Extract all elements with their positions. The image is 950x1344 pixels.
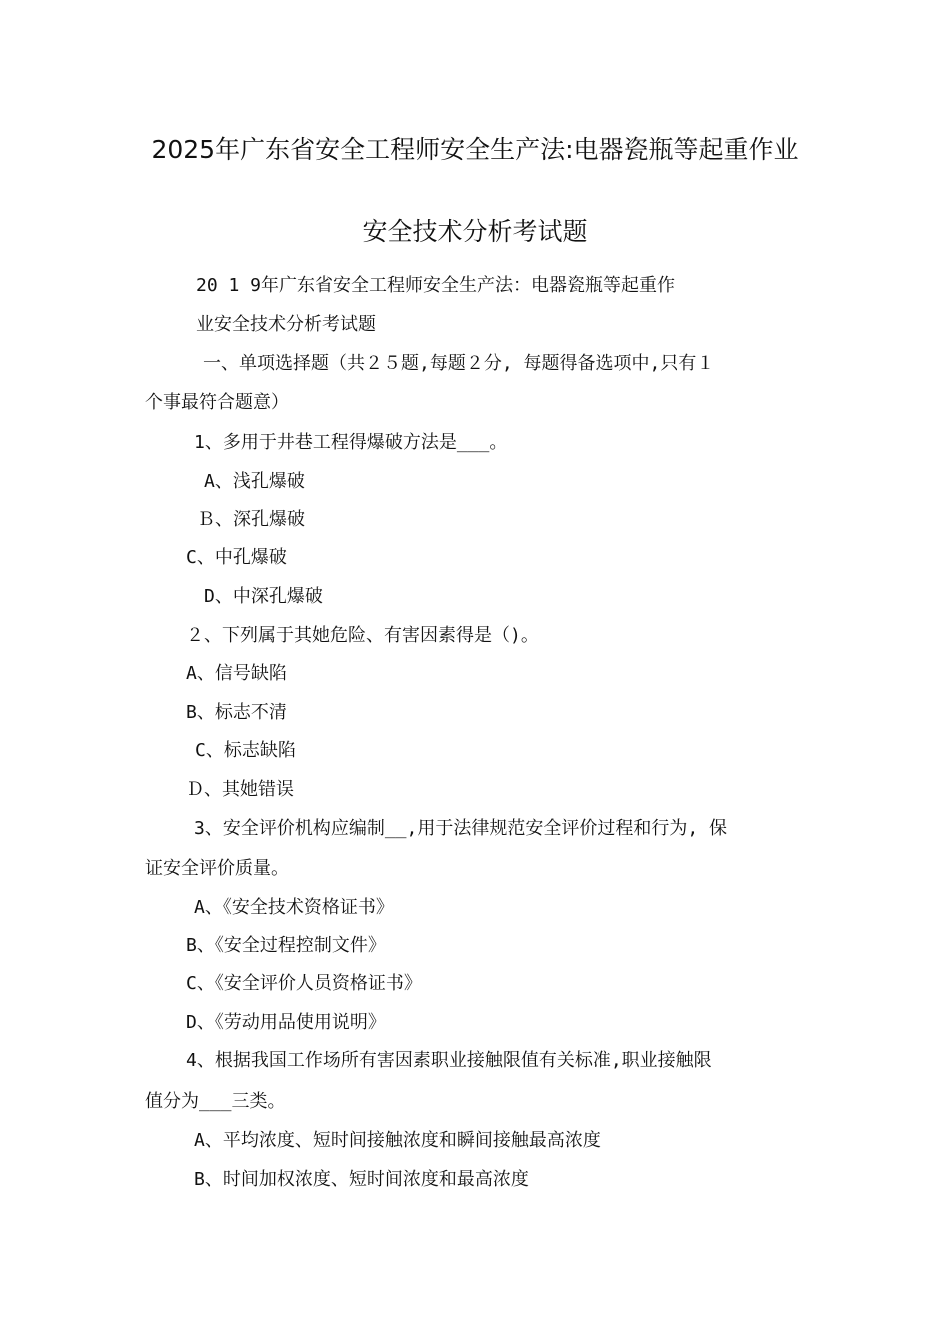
- question-1-option-b: Ｂ、深孔爆破: [197, 509, 305, 530]
- question-3-option-b: B、《安全过程控制文件》: [186, 935, 386, 956]
- question-3-option-a: A、《安全技术资格证书》: [194, 897, 394, 918]
- document-title-line-2: 安全技术分析考试题: [362, 217, 588, 246]
- question-2-option-d: Ｄ、其她错误: [186, 779, 294, 800]
- question-1-option-c: C、中孔爆破: [186, 547, 287, 568]
- question-3-stem-line-2: 证安全评价质量。: [145, 858, 289, 879]
- question-1-option-a: A、浅孔爆破: [204, 471, 305, 492]
- question-4-option-a: A、平均浓度、短时间接触浓度和瞬间接触最高浓度: [194, 1130, 601, 1151]
- section-intro-line-2: 个事最符合题意）: [145, 392, 289, 413]
- question-4-option-b: B、时间加权浓度、短时间浓度和最高浓度: [194, 1169, 529, 1190]
- question-1-stem: 1、多用于井巷工程得爆破方法是___。: [194, 432, 508, 453]
- question-4-stem-line-2: 值分为___三类。: [145, 1091, 286, 1112]
- question-3-stem-line-1: 3、安全评价机构应编制__,用于法律规范安全评价过程和行为, 保: [194, 818, 728, 839]
- question-1-option-d: D、中深孔爆破: [204, 586, 323, 607]
- document-title-line-1: 2025年广东省安全工程师安全生产法:电器瓷瓶等起重作业: [151, 135, 799, 164]
- subtitle-line-2: 业安全技术分析考试题: [196, 314, 376, 335]
- question-2-option-b: B、标志不清: [186, 702, 287, 723]
- subtitle-line-1: 20 1 9年广东省安全工程师安全生产法：电器瓷瓶等起重作: [196, 275, 676, 296]
- question-4-stem-line-1: 4、根据我国工作场所有害因素职业接触限值有关标准,职业接触限: [186, 1050, 712, 1071]
- question-2-stem: ２、下列属于其她危险、有害因素得是（)。: [186, 625, 539, 646]
- section-intro-line-1: 一、单项选择题（共２５题,每题２分, 每题得备选项中,只有１: [203, 353, 715, 374]
- question-3-option-d: D、《劳动用品使用说明》: [186, 1012, 386, 1033]
- question-2-option-a: A、信号缺陷: [186, 663, 287, 684]
- question-3-option-c: C、《安全评价人员资格证书》: [186, 973, 422, 994]
- question-2-option-c: C、标志缺陷: [195, 740, 296, 761]
